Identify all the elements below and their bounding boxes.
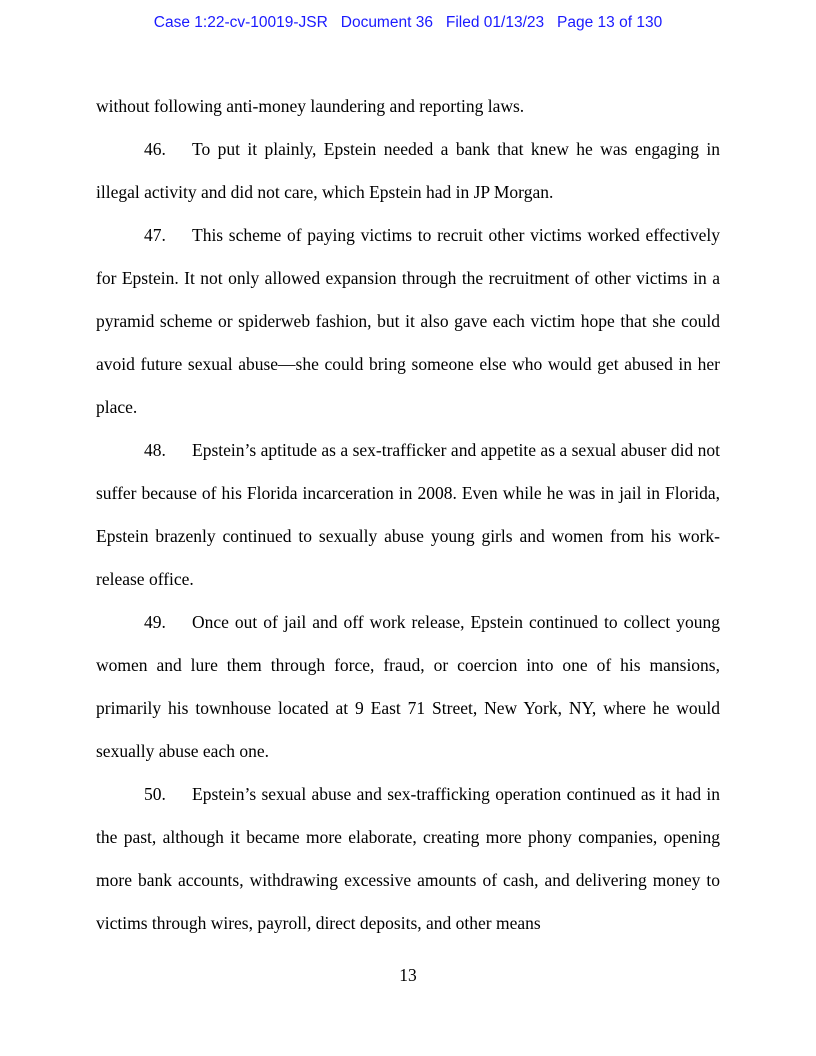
paragraph-number: 49. — [144, 612, 166, 632]
paragraph-50 — [96, 773, 720, 945]
paragraph-text: This scheme of paying victims to recruit other victims worked effectively for Epstein. It not only allowed expansion through the recruitment of other victims in a pyramid scheme or spiderweb fashion, but it also gave each victim hope that she could avoid future sexual abuse—she could bring someone else who would get abused in her place. — [96, 225, 720, 417]
case-header — [0, 14, 816, 32]
filed-date: Filed 01/13/23 — [445, 14, 545, 31]
page-number: 13 — [399, 965, 417, 985]
document-body — [96, 85, 720, 945]
continuation-paragraph: without following anti-money laundering and reporting laws. — [96, 96, 525, 116]
paragraph-47 — [96, 214, 720, 429]
case-number: Case 1:22-cv-10019-JSR — [153, 14, 328, 31]
document-number: Document 36 — [340, 14, 433, 31]
paragraph-text: To put it plainly, Epstein needed a bank that knew he was engaging in illegal activity and did not care, which Epstein had in JP Morgan. — [96, 139, 720, 202]
paragraph-number: 48. — [144, 440, 166, 460]
paragraph-49 — [96, 601, 720, 773]
paragraph-number: 47. — [144, 225, 166, 245]
paragraph-text: Epstein’s sexual abuse and sex-trafficking operation continued as it had in the past, although it became more elaborate, creating more phony companies, opening more bank accounts, withdrawing excessive amounts of cash, and delivering money to victims through wires, payroll, direct deposits, and other means — [96, 784, 720, 933]
paragraph-text: Epstein’s aptitude as a sex-trafficker and appetite as a sexual abuser did not suffer because of his Florida incarceration in 2008. Even while he was in jail in Florida, Epstein brazenly continued to sexually abuse young girls and women from his work-release office. — [96, 440, 720, 589]
page-count: Page 13 of 130 — [557, 14, 663, 31]
paragraph-text: Once out of jail and off work release, Epstein continued to collect young women and lure them through force, fraud, or coercion into one of his mansions, primarily his townhouse located at 9 East 71 Street, New York, NY, where he would sexually abuse each one. — [96, 612, 720, 761]
paragraph-number: 50. — [144, 784, 166, 804]
paragraph-48 — [96, 429, 720, 601]
paragraph-46 — [96, 128, 720, 214]
paragraph-number: 46. — [144, 139, 166, 159]
